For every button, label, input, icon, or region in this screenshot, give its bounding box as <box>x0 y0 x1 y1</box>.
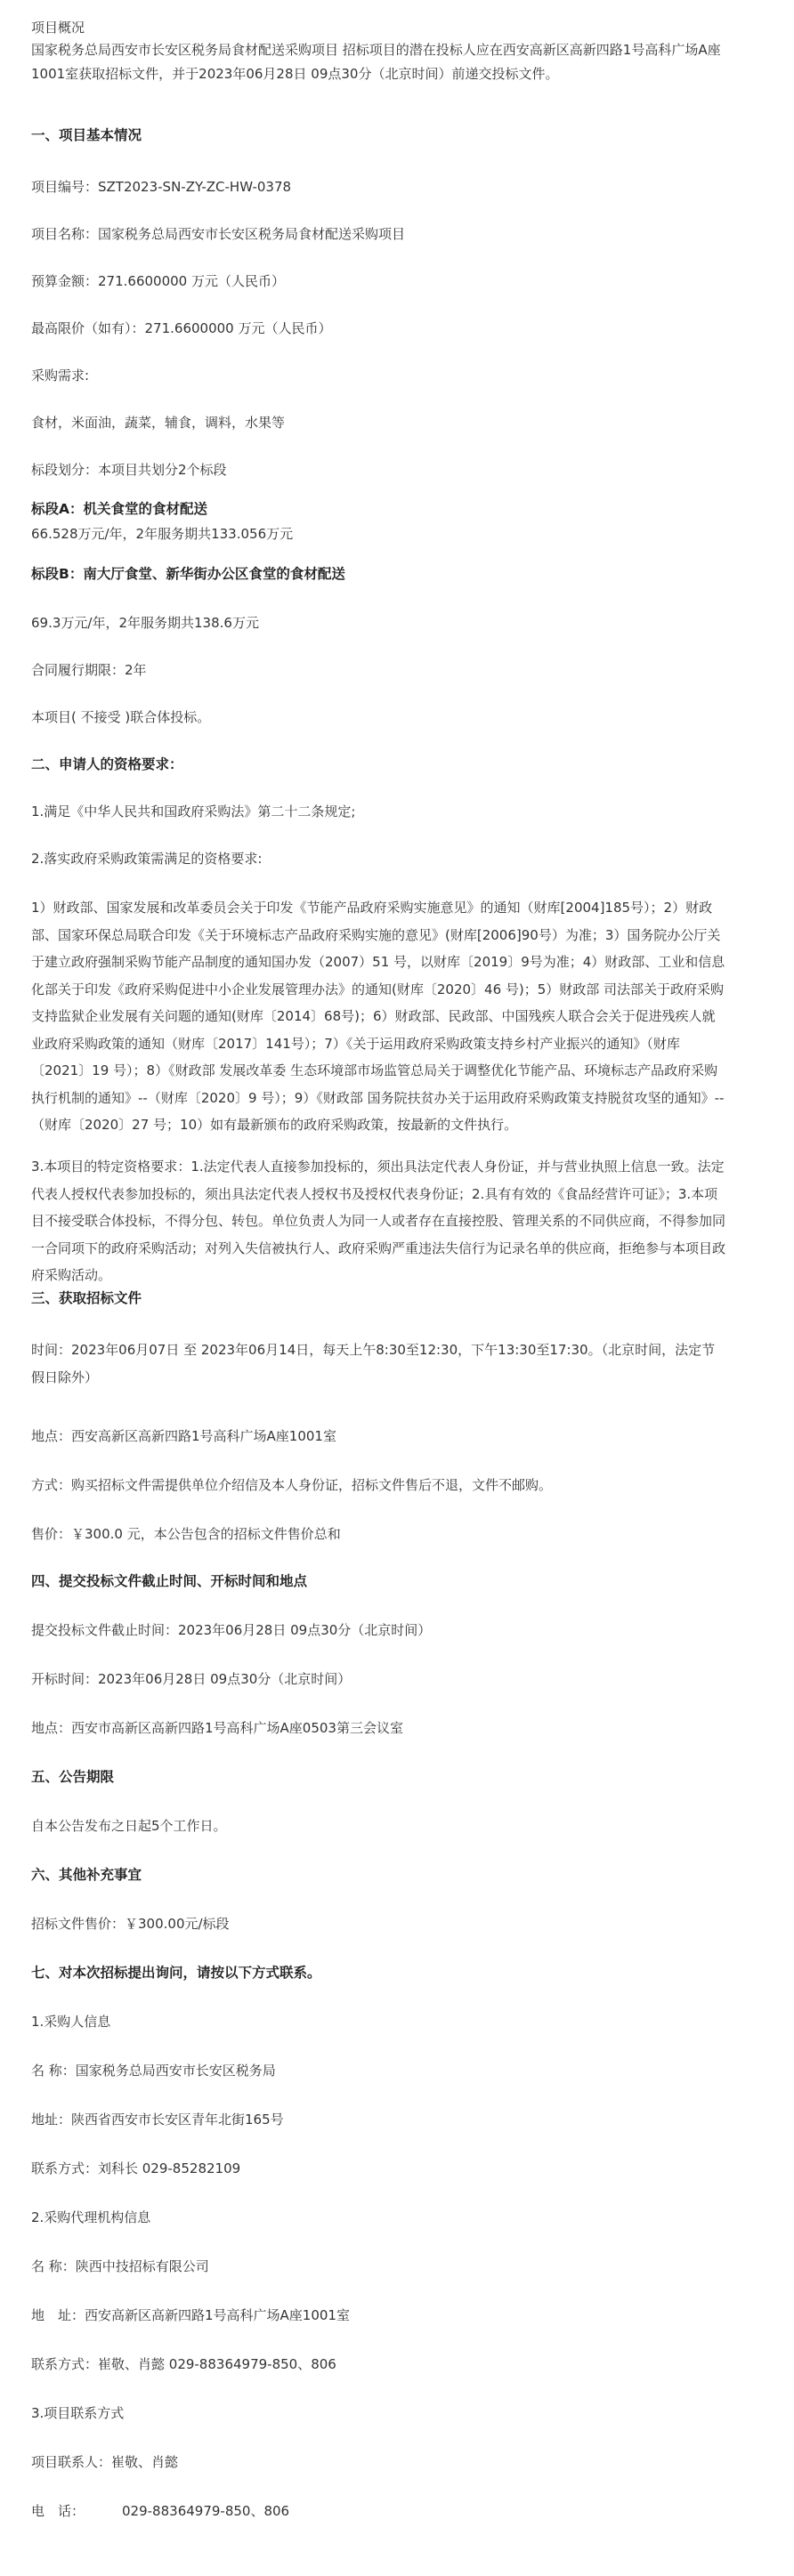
buyer-label: 1.采购人信息 <box>31 2014 111 2030</box>
project-phone <box>31 2499 734 2524</box>
agent-label: 2.采购代理机构信息 <box>31 2209 151 2225</box>
submission-deadline: 提交投标文件截止时间：2023年06月28日 09点30分（北京时间） <box>31 1622 432 1638</box>
demand-text: 食材，米面油，蔬菜，辅食，调料，水果等 <box>31 415 286 431</box>
document-price: 售价：￥300.0 元，本公告包含的招标文件售价总和 <box>31 1526 341 1542</box>
project-contact-people: 项目联系人：崔敬、肖懿 <box>31 2454 179 2470</box>
section7-heading: 七、对本次招标提出询问，请按以下方式联系。 <box>31 1965 321 1981</box>
acquire-method: 方式：购买招标文件需提供单位介绍信及本人身份证，招标文件售后不退，文件不邮购。 <box>31 1477 553 1493</box>
lot-a-title: 标段A：机关食堂的食材配送 <box>31 501 207 517</box>
section3-heading: 三、获取招标文件 <box>31 1290 142 1306</box>
buyer-contact: 联系方式：刘科长 029-85282109 <box>31 2160 241 2176</box>
phone-label: 电 话： <box>31 2503 85 2519</box>
agent-name: 名 称：陕西中技招标有限公司 <box>31 2258 209 2274</box>
requirement-2: 2.落实政府采购政策需满足的资格要求: <box>31 851 263 867</box>
section4-heading: 四、提交投标文件截止时间、开标时间和地点 <box>31 1573 308 1589</box>
section2-heading: 二、申请人的资格要求： <box>31 756 183 772</box>
requirement-3: 3.本项目的特定资格要求：1.法定代表人直接参加投标的，须出具法定代表人身份证，并与营业执照上信息一致。法定代表人授权代表参加投标的，须出具法定代表人授权书及授权代表身份证；2.具有有效的《食品经营许可证》；3.本项目不接受联合体投标，不得分包、转包。单位负责人为同一人或者存在直接控股、管理关系的不同供应商，不得参加同一合同项下的政府采购活动；对列入失信被执行人、政府采购严重违法失信行为记录名单的供应商，拒绝参与本项目政府采购活动。 <box>31 1159 726 1283</box>
agent-contact: 联系方式：崔敬、肖懿 029-88364979-850、806 <box>31 2356 336 2372</box>
opening-place: 地点：西安市高新区高新四路1号高科广场A座0503第三会议室 <box>31 1720 403 1736</box>
demand-label: 采购需求: <box>31 367 90 384</box>
supplement-price: 招标文件售价：￥300.00元/标段 <box>31 1916 230 1932</box>
overview-title: 项目概况 <box>31 20 85 36</box>
requirement-1: 1.满足《中华人民共和国政府采购法》第二十二条规定; <box>31 803 356 820</box>
acquire-place: 地点：西安高新区高新四路1号高科广场A座1001室 <box>31 1428 336 1444</box>
project-number: 项目编号：SZT2023-SN-ZY-ZC-HW-0378 <box>31 179 292 195</box>
project-contact-label: 3.项目联系方式 <box>31 2405 125 2421</box>
max-price: 最高限价（如有）：271.6600000 万元（人民币） <box>31 320 332 336</box>
lot-a-text: 66.528万元/年，2年服务期共133.056万元 <box>31 526 294 542</box>
section6-heading: 六、其他补充事宜 <box>31 1867 142 1883</box>
buyer-address: 地址：陕西省西安市长安区青年北街165号 <box>31 2112 284 2128</box>
acquire-time: 时间：2023年06月07日 至 2023年06月14日，每天上午8:30至12:30，下午13:30至17:30。（北京时间，法定节假日除外） <box>31 1342 716 1385</box>
section1-heading: 一、项目基本情况 <box>31 127 142 143</box>
opening-time: 开标时间：2023年06月28日 09点30分（北京时间） <box>31 1671 352 1687</box>
consortium-note: 本项目( 不接受 )联合体投标。 <box>31 709 211 725</box>
contract-period: 合同履行期限：2年 <box>31 662 147 678</box>
budget-amount: 预算金额：271.6600000 万元（人民币） <box>31 273 285 289</box>
lot-b-text: 69.3万元/年，2年服务期共138.6万元 <box>31 615 259 631</box>
project-name: 项目名称：国家税务总局西安市长安区税务局食材配送采购项目 <box>31 226 406 242</box>
phone-value: 029-88364979-850、806 <box>122 2503 290 2519</box>
policy-list: 1）财政部、国家发展和改革委员会关于印发《节能产品政府采购实施意见》的通知（财库[2004]185号）；2）财政部、国家环保总局联合印发《关于环境标志产品政府采购实施的意见》(财库[2006]90号）为准；3）国务院办公厅关于建立政府强制采购节能产品制度的通知国办发（2007）51 号，以财库〔2019〕9号为准；4）财政部、工业和信息化部关于印发《政府采购促进中小企业发展管理办法》的通知(财库〔2020〕46 号)；5）财政部 司法部关于政府采购支持监狱企业发展有关问题的通知(财库〔2014〕68号)；6）财政部、民政部、中国残疾人联合会关于促进残疾人就业政府采购政策的通知（财库〔2017〕141号）；7）《关于运用政府采购政策支持乡村产业振兴的通知》（财库〔2021〕19 号）；8）《财政部 发展改革委 生态环境部市场监管总局关于调整优化节能产品、环境标志产品政府采购执行机制的通知》--（财库〔2020〕9 号）；9）《财政部 国务院扶贫办关于运用政府采购政策支持脱贫攻坚的通知》--（财库〔2020〕27 号；10）如有最新颁布的政府采购政策，按最新的文件执行。 <box>31 900 725 1133</box>
section5-heading: 五、公告期限 <box>31 1769 115 1785</box>
lots-label: 标段划分：本项目共划分2个标段 <box>31 462 227 478</box>
overview-text: 国家税务总局西安市长安区税务局食材配送采购项目 招标项目的潜在投标人应在西安高新区高新四路1号高科广场A座1001室获取招标文件，并于2023年06月28日 09点30分（北京时间）前递交投标文件。 <box>31 42 721 82</box>
buyer-name: 名 称：国家税务总局西安市长安区税务局 <box>31 2063 276 2079</box>
lot-b-title: 标段B：南大厅食堂、新华街办公区食堂的食材配送 <box>31 566 345 582</box>
notice-period: 自本公告发布之日起5个工作日。 <box>31 1818 227 1834</box>
agent-address: 地 址：西安高新区高新四路1号高科广场A座1001室 <box>31 2307 350 2323</box>
